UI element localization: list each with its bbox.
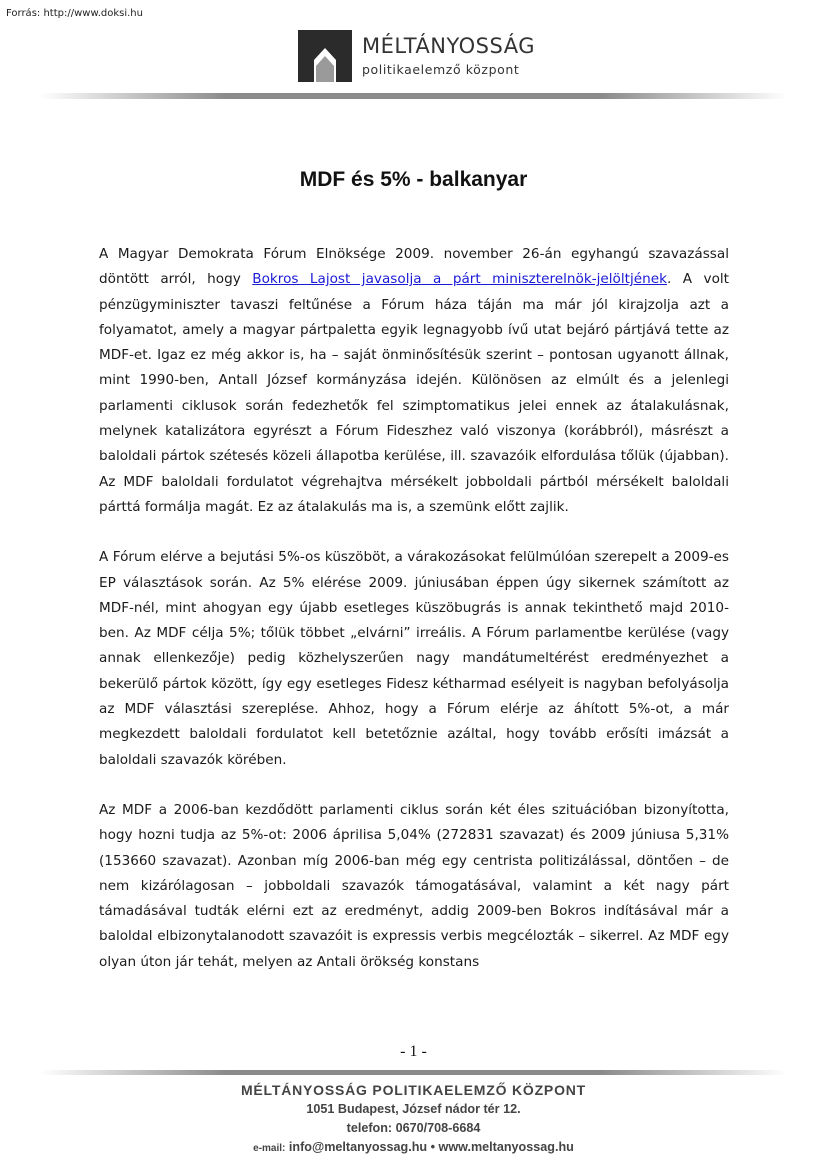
paragraph-1-text-end: . A volt pénzügyminiszter tavaszi feltűnése a Fórum háza táján ma már jól kirajzolja azt a folyamatot, amely a magyar pártpaletta egyik legnagyobb ívű utat bejáró pártjává tette az MDF-et. Igaz ez még akkor is, ha – saját önminősítésük szerint – pontosan ugyanott állnak, mint 1990-ben, Antall József kormányzása idején. Különösen az elmúlt és a jelenlegi parlamenti ciklusok során fedezhetők fel szimptomatikus jelei ennek az átalakulásnak, melynek katalizátora egyrészt a Fórum Fideszhez való viszonya (korábbról), másrészt a baloldali pártok szétesés közeli állapotba kerülése, ill. szavazóik elfordulása tőlük (újabban). Az MDF baloldali fordulatot végrehajtva mérsékelt jobboldali pártból mérsékelt baloldali párttá formálja magát. Ez az átalakulás ma is, a szemünk előtt zajlik. bbox=[99, 271, 730, 515]
footer-address: 1051 Budapest, József nádor tér 12. bbox=[306, 1102, 521, 1116]
paragraph-1-text-start: A Magyar Demokrata Fórum Elnöksége 2009. november 26-án egyhangú szavazással döntött arról, hogy bbox=[99, 246, 729, 288]
page-number: - 1 - bbox=[400, 1043, 427, 1060]
source-note: Forrás: http://www.doksi.hu bbox=[6, 8, 143, 19]
footer-phone: telefon: 0670/708-6684 bbox=[346, 1121, 481, 1135]
footer-website[interactable]: www.meltanyossag.hu bbox=[438, 1140, 574, 1154]
footer-contact bbox=[0, 1138, 827, 1158]
footer-email[interactable]: info@meltanyossag.hu bbox=[288, 1140, 428, 1154]
footer-email-label: e-mail: bbox=[253, 1143, 286, 1154]
paragraph-1 bbox=[99, 242, 729, 520]
footer-org-name: MÉLTÁNYOSSÁG POLITIKAELEMZŐ KÖZPONT bbox=[240, 1082, 587, 1098]
paragraph-3: Az MDF a 2006-ban kezdődött parlamenti ciklus során két éles szituációban bizonyította, hogy hozni tudja az 5%-ot: 2006 áprilisa 5,04% (272831 szavazat) és 2009 júniusa 5,31% (153660 szavazat). Azonban míg 2006-ban még egy centrista politizálással, döntően – de nem kizárólagosan – jobboldali szavazók támogatásával, valamint a két nagy párt támadásával tudták elérni ezt az eredményt, addig 2009-ben Bokros indításával már a baloldal elbizonytalanodott szavazóit is expressis verbis megcélozták – sikerrel. Az MDF egy olyan úton jár tehát, melyen az Antali örökség konstans bbox=[99, 801, 729, 970]
paragraph-2: A Fórum elérve a bejutási 5%-os küszöböt, a várakozásokat felülmúlóan szerepelt a 2009-es EP választások során. Az 5% elérése 2009. júniusában éppen úgy sikernek számított az MDF-nél, mint ahogyan egy újabb esetleges küszöbugrás is annak tekinthető majd 2010-ben. Az MDF célja 5%; tőlük többet „elvárni” irreális. A Fórum parlamentbe kerülése (vagy annak ellenkezője) pedig közhelyszerűen nagy mandátumeltérést eredményezhet a bekerülő pártok között, így egy esetleges Fidesz kétharmad esélyeit is nagyban befolyásolja az MDF választási szereplése. Ahhoz, hogy a Fórum elérje az áhított 5%-ot, a már megkezdett baloldali fordulatot kell betetőznie azáltal, hogy tovább erősíti imázsát a baloldali szavazók körében. bbox=[99, 549, 729, 768]
meltanyossag-m-logo-icon bbox=[298, 30, 352, 82]
footer bbox=[0, 1081, 827, 1158]
header-divider bbox=[40, 93, 787, 99]
footer-divider bbox=[40, 1070, 787, 1075]
document-body bbox=[99, 242, 729, 1000]
bokros-nomination-link[interactable]: Bokros Lajost javasolja a párt miniszterelnök-jelöltjének bbox=[252, 271, 667, 288]
logo-org-subtitle: politikaelemző központ bbox=[362, 62, 520, 77]
organization-logo bbox=[298, 30, 538, 82]
footer-separator: • bbox=[430, 1140, 436, 1154]
document-title: MDF és 5% - balkanyar bbox=[299, 168, 528, 191]
logo-org-name: MÉLTÁNYOSSÁG bbox=[362, 34, 535, 58]
